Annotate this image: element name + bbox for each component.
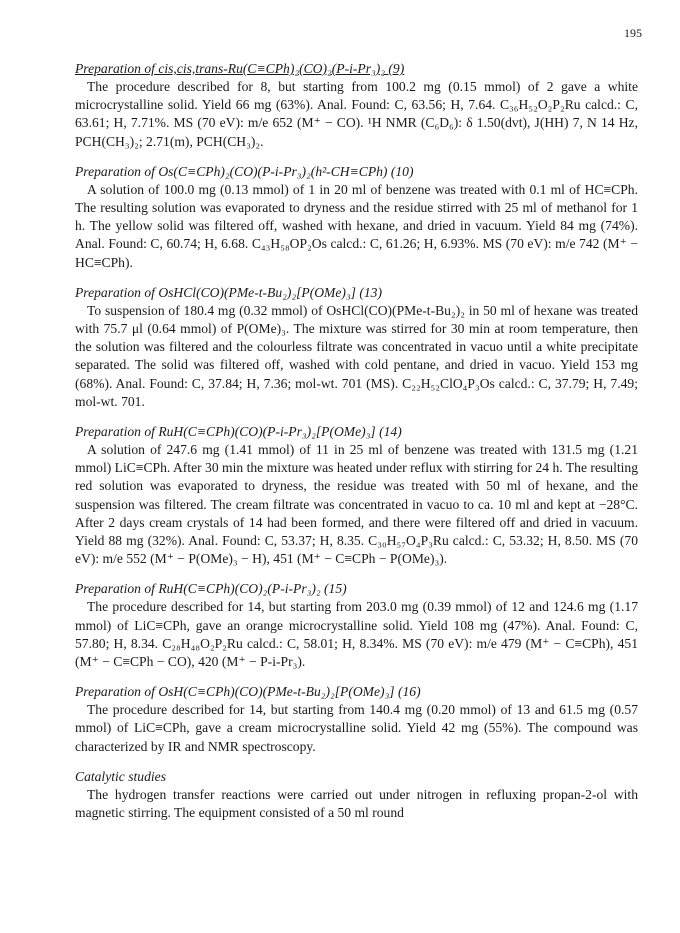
section-compound-16 [75,683,638,756]
section-heading: Catalytic studies [75,768,166,784]
section-heading: Preparation of OsHCl(CO)(PMe-t-Bu₂)₂[P(OMe)₃] (13) [75,284,383,300]
section-body: To suspension of 180.4 mg (0.32 mmol) of OsHCl(CO)(PMe-t-Bu₂)₂ in 50 ml of hexane was treated with 75.7 μl (0.64 mmol) of P(OMe)₃. The mixture was stirred for 30 min at room temperature, then the solution was filtered and the colourless filtrate was concentrated in vacuo until a white precipitate separated. The solid was filtered off, washed with cold pentane, and dried in vacuo. Yield 153 mg (68%). Anal. Found: C, 37.84; H, 7.36; mol-wt. 701 (MS). C₂₂H₅₂ClO₄P₃Os calcd.: C, 37.79; H, 7.49; mol-wt. 701. [75,302,638,409]
section-body: A solution of 100.0 mg (0.13 mmol) of 1 in 20 ml of benzene was treated with 0.1 ml of HC≡CPh. The resulting solution was evaporated to dryness and the residue stirred with 25 ml of methanol for 1 h. The yellow solid was filtered off, washed with hexane, and dried in vacuum. Yield 84 mg (74%). Anal. Found: C, 60.74; H, 6.68. C₄₃H₅₈OP₂Os calcd.: C, 61.26; H, 6.93%. MS (70 eV): m/e 742 (M⁺ − HC≡CPh). [75,181,638,270]
section-body: The hydrogen transfer reactions were carried out under nitrogen in refluxing propan-2-ol with magnetic stirring. The equipment consisted of a 50 ml round [75,786,638,821]
section-body: The procedure described for 14, but starting from 140.4 mg (0.20 mmol) of 13 and 61.5 mg (0.57 mmol) of LiC≡CPh, gave a cream microcrystalline solid. Yield 42 mg (55%). The compound was characterized by IR and NMR spectroscopy. [75,702,638,754]
section-catalytic-studies [75,768,638,822]
section-heading: Preparation of Os(C≡CPh)₂(CO)(P-i-Pr₃)₂(h²-CH≡CPh) (10) [75,163,414,179]
section-compound-13 [75,284,638,411]
section-heading: Preparation of OsH(C≡CPh)(CO)(PMe-t-Bu₂)₂[P(OMe)₃] (16) [75,684,421,700]
text-column [75,60,638,834]
section-compound-15 [75,580,638,671]
section-heading: Preparation of RuH(C≡CPh)(CO)₂(P-i-Pr₃)₂ (15) [75,581,347,597]
section-compound-9 [75,60,638,151]
section-heading: Preparation of RuH(C≡CPh)(CO)(P-i-Pr₃)₂[P(OMe)₃] (14) [75,424,402,440]
section-body: A solution of 247.6 mg (1.41 mmol) of 11 in 25 ml of benzene was treated with 131.5 mg (1.21 mmol) LiC≡CPh. After 30 min the mixture was heated under reflux with stirring for 24 h. The resulting red solution was evaporated to dryness, the residue was treated with 50 ml of hexane, and the suspension was filtered. The cream filtrate was concentrated in vacuo to ca. 10 ml and kept at −28°C. After 2 days cream crystals of 14 had been formed, and there were filtered off and dried in vacuum. Yield 88 mg (32%). Anal. Found: C, 53.37; H, 8.35. C₃₀H₅₇O₄P₃Ru calcd.: C, 53.32; H, 8.50. MS (70 eV): m/e 552 (M⁺ − P(OMe)₃ − H), 451 (M⁺ − C≡CPh − P(OMe)₃). [75,442,638,567]
section-compound-14 [75,423,638,568]
section-body: The procedure described for 8, but starting from 100.2 mg (0.15 mmol) of 2 gave a white microcrystalline solid. Yield 66 mg (63%). Anal. Found: C, 63.56; H, 7.64. C₃₆H₅₂O₂P₂Ru calcd.: C, 63.61; H, 7.71%. MS (70 eV): m/e 652 (M⁺ − CO). ¹H NMR (C₆D₆): δ 1.50(dvt), J(HH) 7, N 14 Hz, PCH(CH₃)₂; 2.71(m), PCH(CH₃)₂. [75,79,638,149]
section-body: The procedure described for 14, but starting from 203.0 mg (0.39 mmol) of 12 and 124.6 mg (1.17 mmol) of LiC≡CPh, gave an orange microcrystalline solid. Yield 108 mg (47%). Anal. Found: C, 57.80; H, 8.34. C₂₈H₄₈O₂P₂Ru calcd.: C, 58.01; H, 8.34%. MS (70 eV): m/e 479 (M⁺ − C≡CPh), 451 (M⁺ − C≡CPh − CO), 420 (M⁺ − P-i-Pr₃). [75,599,638,670]
section-heading: Preparation of cis,cis,trans-Ru(C≡CPh)₂(CO)₂(P-i-Pr₃)₂ (9) [75,61,405,76]
page-number: 195 [624,26,642,40]
section-compound-10 [75,163,638,272]
